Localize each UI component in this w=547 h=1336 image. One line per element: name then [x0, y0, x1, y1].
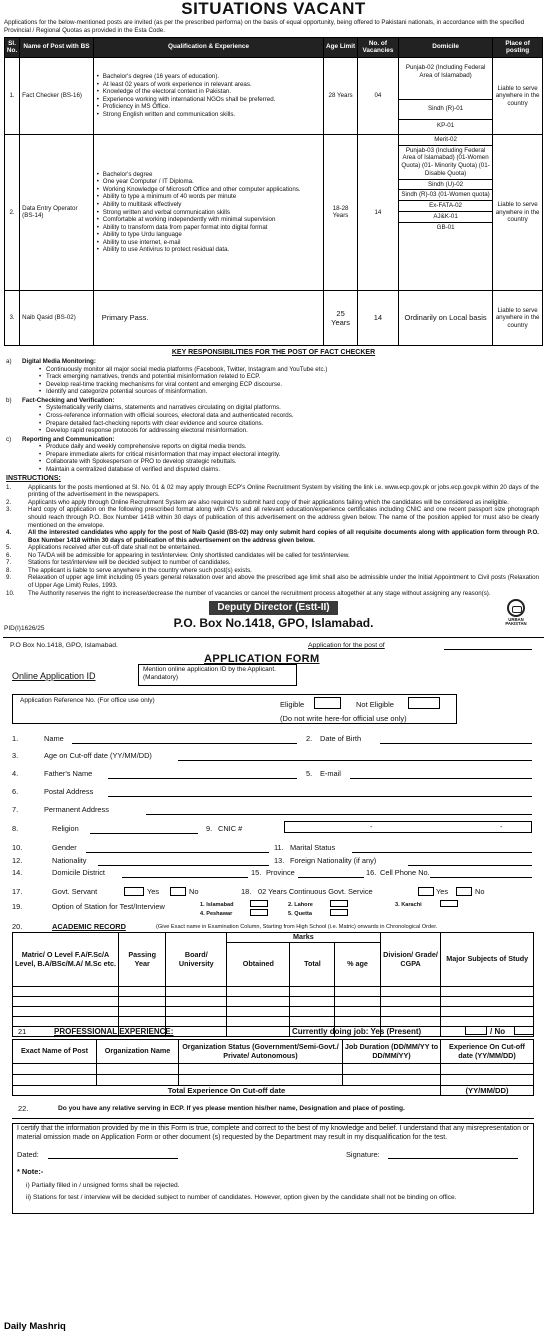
total-experience-label: Total Experience On Cut-off date	[13, 1086, 441, 1096]
name-field[interactable]	[72, 743, 297, 744]
instruction-num: 1.	[6, 483, 12, 491]
col-post: Name of Post with BS	[20, 37, 94, 57]
academic-col: Board/ University	[166, 933, 227, 987]
note-item: ii) Stations for test / interview will be decided subject to number of candidates. However, option given by the candidate shall not be binding on office.	[26, 1194, 457, 1202]
signature-label: Signature:	[346, 1150, 380, 1160]
religion-label: Religion	[52, 824, 79, 834]
instruction-item	[6, 506, 539, 529]
relative-question: Do you have any relative serving in ECP. If yes please mention his/her name, Designation and place of posting.	[58, 1105, 405, 1113]
academic-col: Major Subjects of Study	[441, 933, 534, 987]
online-id-note: Mention online application ID by the Applicant. (Mandatory)	[143, 666, 276, 681]
nationality-label: Nationality	[52, 856, 87, 866]
instructions-heading: INSTRUCTIONS:	[6, 475, 61, 483]
total-experience-format: (YY/MM/DD)	[441, 1086, 534, 1096]
office-note: (Do not write here-for official use only)	[280, 714, 407, 724]
academic-col: Marks	[227, 933, 380, 943]
row-dom	[398, 134, 492, 290]
father-label: Father's Name	[44, 769, 93, 779]
list-item: • Bachelor's degree	[96, 171, 322, 179]
list-item: • At least 02 years of work experience in relevant areas.	[96, 81, 322, 89]
academic-col: Total	[290, 943, 335, 987]
permanent-field[interactable]	[146, 814, 532, 815]
station-option: 1. Islamabad	[200, 902, 234, 909]
instruction-item	[6, 559, 539, 567]
instruction-num: 10.	[6, 589, 15, 597]
no-label: No	[475, 887, 485, 897]
form-post-applied: Application for the post of	[308, 642, 385, 650]
instruction-num: 6.	[6, 551, 12, 559]
instruction-num: 8.	[6, 566, 12, 574]
instruction-text: The applicant is liable to serve anywhere in the country where such post(s) exists.	[28, 566, 252, 574]
list-item: • Ability to type a minimum of 40 words per minute	[96, 193, 322, 201]
row-sl: 3.	[5, 290, 20, 345]
signature-address: P.O. Box No.1418, GPO, Islamabad.	[173, 616, 374, 631]
table-row	[5, 134, 543, 290]
domicile-item: Sindh (U)-02	[399, 180, 492, 191]
permanent-label: Permanent Address	[44, 805, 109, 815]
experience-heading: PROFESSIONAL EXPERIENCE:	[54, 1027, 174, 1037]
experience-col: Experience On Cut-off date (YY/MM/DD)	[441, 1040, 534, 1064]
certification-text: I certify that the information provided by me in this Form is true, complete and correct to the best of my knowledge and belief. I understand that any misrepresentation or material omission made on Application Form or other document (s) requested by the Department may result in my disqualification for the test.	[17, 1125, 529, 1141]
col-sl: Sl. No.	[5, 37, 20, 57]
section-title: Reporting and Communication:	[22, 435, 115, 443]
cnic-boxes[interactable]	[284, 821, 532, 833]
row-vac: 14	[357, 290, 398, 345]
domicile-item: GB-01	[436, 223, 455, 231]
age-label: Age on Cut-off date (YY/MM/DD)	[44, 751, 152, 761]
academic-col: Obtained	[227, 943, 290, 987]
relative-field[interactable]	[12, 1118, 534, 1119]
domicile-item: KP-01	[436, 121, 455, 129]
list-item: • Identify and categorize potential sources of misinformation.	[46, 388, 541, 396]
no-label: No	[189, 887, 199, 897]
list-item: • Collaborate with Spokesperson or PRO to develop strategic rebuttals.	[46, 458, 541, 466]
instruction-text: Stations for test/interview will be decided subject to number of candidates.	[28, 559, 231, 567]
dob-label: Date of Birth	[320, 734, 362, 744]
province-label: Province	[266, 868, 295, 878]
table-row[interactable]	[13, 1064, 534, 1075]
form-heading: APPLICATION FORM	[204, 653, 320, 666]
instruction-item	[6, 552, 539, 560]
station-label: Option of Station for Test/Interview	[52, 902, 165, 912]
instruction-item	[6, 590, 539, 598]
list-item: • Strong written and verbal communication skills	[96, 209, 322, 217]
row-place: Liable to serve anywhere in the country	[493, 134, 543, 290]
list-item: • Produce daily and weekly comprehensive reports on digital media trends.	[46, 443, 541, 451]
col-vac: No. of Vacancies	[357, 37, 398, 57]
list-item: • Prepare detailed fact-checking reports with clear evidence and source citations.	[46, 420, 541, 428]
doing-no-label: / No	[490, 1027, 506, 1037]
row-vac: 04	[357, 57, 398, 134]
list-item: • Ability to use internet, e-mail	[96, 239, 322, 247]
row-sl: 1.	[5, 57, 20, 134]
list-item: • Cross-reference information with official sources, electoral data and authenticated records.	[46, 412, 541, 420]
academic-heading: ACADEMIC RECORD	[52, 922, 126, 932]
instruction-text: All the interested candidates who apply for the post of Naib Qasid (BS-02) may only submit hard copies of all requisite documents along with application form through P.O. Box Number 1418 within 30 days of publication of this advertisement on the address given below.	[28, 529, 539, 544]
pid-number: PID(I)1626/25	[4, 625, 45, 633]
list-item: • One year Computer / IT Diploma.	[96, 178, 322, 186]
govt-service-label: 02 Years Continuous Govt. Service	[258, 887, 373, 897]
eligible-checkbox[interactable]	[314, 697, 341, 709]
dated-field[interactable]	[48, 1158, 178, 1159]
instruction-num: 7.	[6, 559, 12, 567]
instruction-text: Applicants for the posts mentioned at Sl. No. 01 & 02 may apply through ECP's Online Recruitment System by visiting the link i.e. www.ecp.gov.pk or jobs.ecp.gov.pk within 20 days of the printing of the advertisement in the newspapers.	[28, 483, 539, 499]
row-age: 28 Years	[324, 57, 358, 134]
station-option: 4. Peshawar	[200, 911, 233, 918]
list-item: • Ability to use Antivirus to protect residual data.	[96, 246, 322, 254]
signature-field[interactable]	[388, 1158, 518, 1159]
reference-label: Application Reference No. (For office use only)	[20, 697, 155, 705]
domicile-field[interactable]	[122, 877, 248, 878]
row-post: Naib Qasid (BS-02)	[20, 290, 94, 345]
list-item: • Develop rapid response protocols for addressing electoral misinformation.	[46, 427, 541, 435]
table-row[interactable]	[13, 1017, 534, 1027]
yes-label: Yes	[436, 887, 449, 897]
list-item: • Ability to multitask effectively	[96, 201, 322, 209]
list-item: • Track emerging narratives, trends and potential misinformation related to ECP.	[46, 373, 541, 381]
academic-table	[12, 932, 534, 1037]
domicile-item: Punjab-03 (Including Federal Area of Islamabad) (01-Women Quota) (01- Minority Quota) (01- Disable Quota)	[399, 146, 492, 180]
postal-field[interactable]	[108, 796, 532, 797]
list-item: • Maintain a centralized database of verified and disputed claims.	[46, 466, 541, 474]
experience-table	[12, 1039, 534, 1096]
father-field[interactable]	[108, 778, 297, 779]
table-row[interactable]	[13, 987, 534, 997]
province-field[interactable]	[298, 877, 364, 878]
doing-no-checkbox[interactable]	[514, 1026, 534, 1035]
intro-text: Applications for the below-mentioned posts are invited (as per the prescribed performa) on the basis of equal opportunity, being offered to Pakistani nationals, in accordance with the specified Provincial / Regional Quotas as provided in the Esta Code.	[4, 19, 525, 34]
experience-col: Organization Status (Government/Semi-Govt./ Private/ Autonomous)	[179, 1040, 343, 1064]
gender-label: Gender	[52, 843, 77, 853]
age-field[interactable]	[178, 760, 532, 761]
experience-col: Organization Name	[97, 1040, 179, 1064]
domicile-item: Punjab-02 (Including Federal Area of Islamabad)	[399, 58, 492, 100]
not-eligible-checkbox[interactable]	[408, 697, 440, 709]
urban-pakistan-logo	[501, 599, 531, 627]
list-item: • Prepare immediate alerts for critical misinformation that may impact electoral integrity.	[46, 451, 541, 459]
name-label: Name	[44, 734, 64, 744]
section-heading	[6, 358, 541, 365]
station-option: 2. Lahore	[288, 902, 313, 909]
instruction-text: No TA/DA will be admissible for appearing in test/interview. Only shortlisted candidates will be called for test/interview.	[28, 551, 350, 559]
domicile-item: AJ&K-01	[399, 212, 492, 223]
instruction-text: Applicants who apply through Online Recruitment System are also required to submit hard copy of their applications failing which the candidates will be considered as ineligible.	[28, 498, 509, 506]
experience-col: Job Duration (DD/MM/YY to DD/MM/YY)	[343, 1040, 441, 1064]
cnic-label: CNIC #	[218, 824, 243, 834]
domicile-item: Sindh (R)-03 (01-Women quota)	[399, 190, 492, 201]
station-option: 3. Karachi	[395, 902, 422, 909]
col-age: Age Limit	[324, 37, 358, 57]
station-box[interactable]	[330, 909, 348, 916]
table-row[interactable]	[13, 1007, 534, 1017]
instruction-item	[6, 499, 539, 507]
nationality-field[interactable]	[98, 865, 269, 866]
form-pobox: P.O Box No.1418, GPO, Islamabad.	[10, 642, 118, 650]
table-row[interactable]	[13, 997, 534, 1007]
list-item: • Develop real-time tracking mechanisms for viral content and emerging ECP discourse.	[46, 381, 541, 389]
academic-col: Division/ Grade/ CGPA	[380, 933, 441, 987]
row-sl: 2.	[5, 134, 20, 290]
instruction-text: Relaxation of upper age limit including 05 years general relaxation over and above the prescribed age limit shall also be admissible under the Initial Appointment to Civil posts (Relaxation of Upper Age Limit) Rules, 1993.	[28, 574, 539, 590]
instruction-num: 4.	[6, 529, 12, 537]
col-qual: Qualification & Experience	[93, 37, 324, 57]
domicile-item: Merit-02	[399, 135, 492, 146]
key-responsibilities-heading: KEY RESPONSIBILITIES FOR THE POST OF FACT CHECKER	[171, 348, 376, 356]
row-quals	[93, 57, 324, 134]
marital-label: Marital Status	[290, 843, 336, 853]
list-item: • Experience working with international NGOs shall be preferred.	[96, 96, 322, 104]
list-item: • Comfortable at working independently with minimal supervision	[96, 216, 322, 224]
newspaper-name: Daily Mashriq	[4, 1321, 66, 1332]
table-row[interactable]	[13, 1075, 534, 1086]
designation: Deputy Director (Estt-II)	[209, 601, 337, 615]
row-vac: 14	[357, 134, 398, 290]
table-row	[5, 290, 543, 345]
doing-yes-checkbox[interactable]	[465, 1026, 487, 1035]
academic-col: Matric/ O Level F.A/F.Sc/A Level, B.A/BSc/M.A/ M.Sc etc.	[13, 933, 119, 987]
instruction-num: 5.	[6, 544, 12, 552]
section-label: c)	[6, 435, 12, 443]
service-yes-checkbox[interactable]	[418, 887, 434, 896]
cell-field[interactable]	[430, 877, 532, 878]
email-label: E-mail	[320, 769, 341, 779]
instruction-item	[6, 484, 539, 499]
station-box[interactable]	[330, 900, 348, 907]
yes-label: Yes	[147, 887, 160, 897]
govt-servant-label: Govt. Servant	[52, 887, 98, 897]
marital-field[interactable]	[352, 852, 532, 853]
list-item: • Ability to type Urdu language	[96, 231, 322, 239]
section-heading	[6, 397, 541, 404]
instruction-num: 9.	[6, 574, 12, 582]
station-box[interactable]	[250, 900, 268, 907]
foreign-label: Foreign Nationality (if any)	[290, 856, 377, 866]
section-title: Fact-Checking and Verification:	[22, 396, 115, 404]
instruction-num: 3.	[6, 506, 12, 514]
instruction-text: Applications received after cut-off date shall not be entertained.	[28, 544, 201, 552]
list-item: • Proficiency in MS Office.	[96, 103, 322, 111]
govt-yes-checkbox[interactable]	[124, 887, 144, 896]
row-post: Fact Checker (BS-16)	[20, 57, 94, 134]
section-heading	[6, 436, 541, 443]
logo-text: URBAN PAKISTAN	[505, 617, 527, 627]
col-place: Place of posting	[493, 37, 543, 57]
station-option: 5. Quetta	[288, 911, 312, 918]
list-item: • Bachelor's degree (16 years of education).	[96, 73, 322, 81]
not-eligible-label: Not Eligible	[356, 700, 394, 710]
section-label: b)	[6, 396, 12, 404]
row-age: 18-28 Years	[324, 134, 358, 290]
instruction-item	[6, 567, 539, 575]
key-responsibilities	[0, 358, 547, 473]
religion-field[interactable]	[90, 833, 198, 834]
note-item: i) Partially filled in / unsigned forms shall be rejected.	[26, 1182, 180, 1190]
foreign-field[interactable]	[408, 865, 532, 866]
dated-label: Dated:	[17, 1150, 39, 1160]
dob-field[interactable]	[380, 743, 532, 744]
station-box[interactable]	[440, 900, 458, 907]
online-id-label: Online Application ID	[12, 671, 96, 682]
experience-col: Exact Name of Post	[13, 1040, 97, 1064]
row-quals: Primary Pass.	[93, 290, 324, 345]
gender-field[interactable]	[86, 852, 269, 853]
instruction-text: The Authority reserves the right to increase/decrease the number of vacancies or cancel the recruitment process altogether at any stage without assigning any reason(s).	[28, 589, 491, 597]
row-quals	[93, 134, 324, 290]
row-age: 25 Years	[324, 290, 358, 345]
list-item: • Ability to transform data from paper format into digital format	[96, 224, 322, 232]
instruction-text: Hard copy of application on the following prescribed format along with CVs and all relevant education/experience certificates including CNIC and one recent passport size photograph should reach through P.O. Box Number 1418 within 30 days of publication of this advertisement on the address given below. The name of the position applied for must also be clearly mentioned on the envelope.	[28, 506, 539, 529]
list-item: • Working Knowledge of Microsoft Office and other computer applications.	[96, 186, 322, 194]
eligible-label: Eligible	[280, 700, 305, 710]
table-row	[5, 57, 543, 134]
domicile-label: Domicile District	[52, 868, 105, 878]
academic-col: Passing Year	[119, 933, 166, 987]
row-place: Liable to serve anywhere in the country	[493, 290, 543, 345]
domicile-item: Ex-FATA-02	[399, 201, 492, 212]
post-applied-line[interactable]	[444, 649, 532, 650]
academic-col: % age	[335, 943, 380, 987]
station-box[interactable]	[250, 909, 268, 916]
instruction-item	[6, 544, 539, 552]
list-item: • Systematically verify claims, statements and narratives circulating on digital platforms.	[46, 404, 541, 412]
list-item: • Continuously monitor all major social media platforms (Facebook, Twitter, Instagram and YouTube etc.)	[46, 366, 541, 374]
doing-job-label: Currently doing job: Yes (Present)	[292, 1027, 422, 1037]
instruction-item	[6, 574, 539, 589]
col-dom: Domicile	[398, 37, 492, 57]
row-place: Liable to serve anywhere in the country	[493, 57, 543, 134]
instruction-item	[6, 529, 539, 544]
postal-label: Postal Address	[44, 787, 94, 797]
posts-table	[4, 37, 543, 346]
list-item: • Strong English written and communication skills.	[96, 111, 322, 119]
application-form: P.O Box No.1418, GPO, Islamabad. Application for the post of APPLICATION FORM Online Application ID Mention online application ID by the Applicant. (Mandatory) Application Reference No. (For office use only) Eligible Not Eligible (Do not write here-for official use only) 1. Name 2. Date of Birth 3. Age on Cut-off date (YY/MM/DD) 4. Father's Name 5. E-mail 6. Postal Address 7. Permanent Address 8. Religion 9. CNIC # - - 10. Gender 11. Marital Status 12. Nationality 13. Foreign Nationality (if any) 14. Domicile District 15. Province 16. Cell Phone No. 17. Govt. Servant Yes No 18. 02 Years Continuous Govt. Service Yes No 19. Option of Station for Test/Interview 1. Islamabad 2. Lahore 3. Karachi 4. Peshawar 5. Quetta 20. ACADEMIC RECORD (Give Exact name in Examination Column, Starting from High School (i.e. Matric) onwards in Chronological Order. Matric/ O Level F.A/F.Sc/A Level, B.A/BSc/M.A/ M.Sc etc. Passing Year Board/ University Marks Division/ Grade/ CGPA Major Subjects of Study Obtained Total % age 21 PROFESSIONAL EXPERIENCE: Currently doing job: Yes (Present) / No Exact Name of Post Organization Name Organization Status (Government/Semi-Govt./ Private/ Autonomous) Job Duration (DD/MM/YY to DD/MM/YY) Experience On Cut-off date (YY/MM/DD) Total Experience On Cut-off date (YY/MM/DD) 22. Do you have any relative serving in ECP. If yes please mention his/her name, Designation and place of posting. I certify that the information provided by me in this Form is true, complete and correct to the best of my knowledge and belief. I understand that any misrepresentation or material omission made on Application Form or other document (s) requested by the Department may result in my disqualification for the test. Dated: Signature: * Note:- i) Partially filled in / unsigned forms shall be rejected. ii) Stations for test / interview will be decided subject to number of candidates. However, option given by the candidate shall not be binding on office.	[0, 638, 547, 1218]
cell-label: Cell Phone No.	[380, 868, 430, 878]
govt-no-checkbox[interactable]	[170, 887, 186, 896]
row-dom	[398, 57, 492, 134]
instructions-list	[0, 484, 547, 597]
instruction-num: 2.	[6, 498, 12, 506]
service-no-checkbox[interactable]	[456, 887, 472, 896]
row-dom: Ordinarily on Local basis	[398, 290, 492, 345]
section-label: a)	[6, 358, 12, 366]
academic-note: (Give Exact name in Examination Column, Starting from High School (i.e. Matric) onwards in Chronological Order.	[156, 924, 438, 931]
note-heading: * Note:-	[17, 1167, 44, 1177]
signature-block	[0, 601, 547, 637]
section-title: Digital Media Monitoring:	[22, 358, 96, 366]
list-item: • Knowledge of the electoral context in Pakistan.	[96, 88, 322, 96]
logo-icon	[507, 599, 525, 617]
email-field[interactable]	[350, 778, 532, 779]
row-post: Data Entry Operator (BS-14)	[20, 134, 94, 290]
domicile-item: Sindh (R)-01	[399, 100, 492, 120]
ad-title: SITUATIONS VACANT	[181, 0, 366, 18]
